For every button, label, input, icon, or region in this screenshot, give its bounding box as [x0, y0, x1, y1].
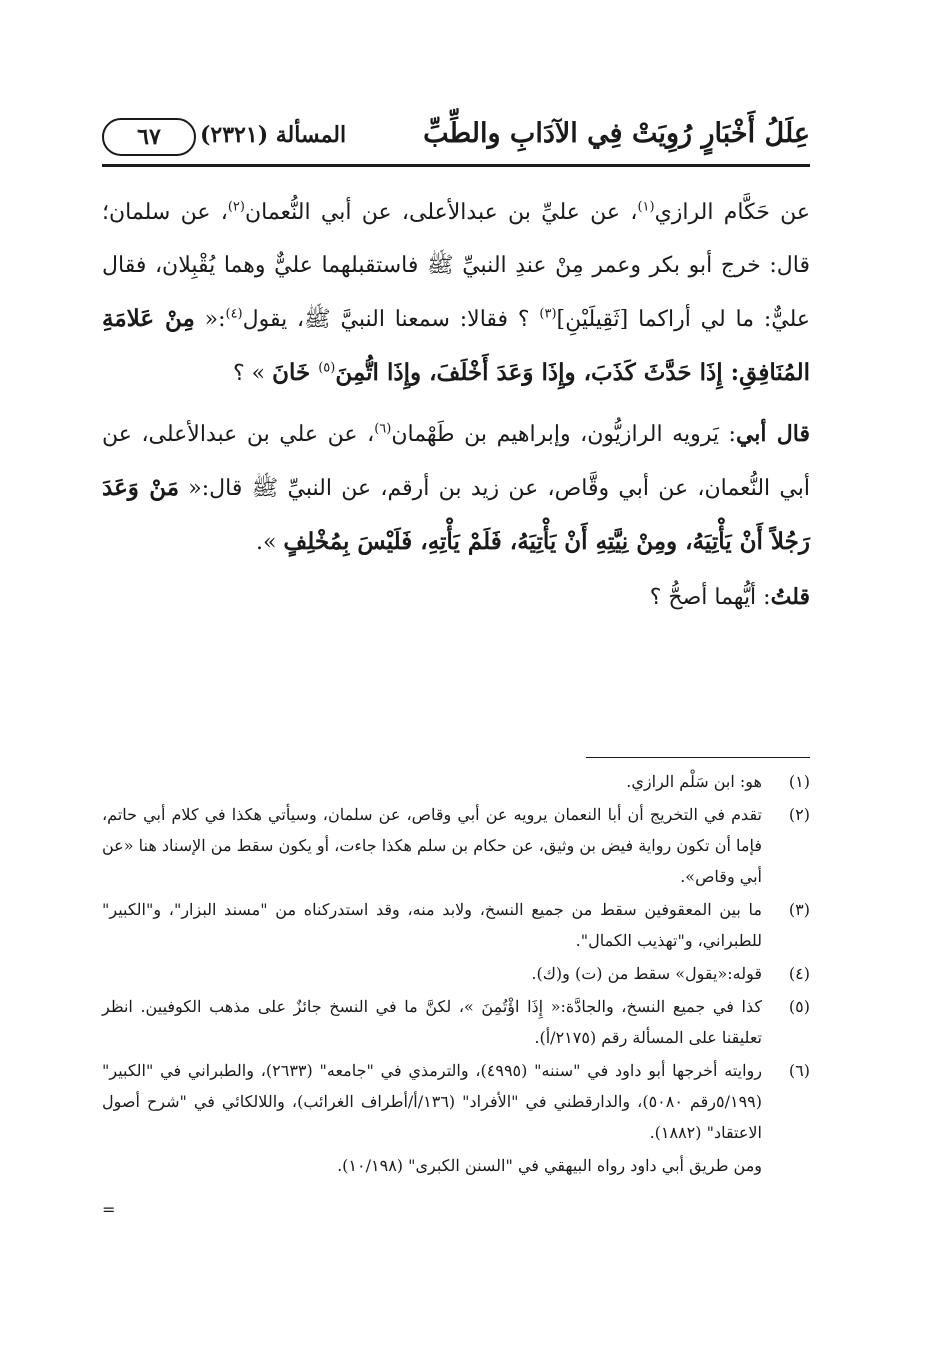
header-divider	[102, 164, 810, 167]
text-run: ».	[255, 530, 284, 555]
footnote-continuation: ومن طريق أبي داود رواه البيهقي في "السنن الكبرى" (١٠/١٩٨).	[337, 1156, 762, 1175]
footnote-ref-3[interactable]: (٣)	[539, 306, 557, 322]
footnote-ref-1[interactable]: (١)	[637, 199, 655, 215]
issue-number: المسألة (٢٣٢١)	[200, 122, 347, 148]
speaker-label: قلتُ	[770, 584, 810, 610]
hadith-text: مَنْ وَعَدَ رَجُلاً أَنْ يَأْتِيَهُ، ومِنْ نِيَّتِهِ أَنْ يَأْتِيَهُ، فَلَمْ يَأْتِهِ، فَلَيْسَ بِمُخْلِفٍ	[102, 474, 810, 555]
footnote	[102, 1055, 810, 1148]
footnote-number: (٤)	[788, 964, 810, 983]
footnote-ref-5[interactable]: (٥)	[318, 360, 336, 376]
footnote-number: (٦)	[788, 1061, 810, 1080]
main-text	[102, 186, 810, 624]
page-number: ٦٧	[102, 118, 196, 156]
footnote-text: قوله:«يقول» سقط من (ت) و(ك).	[531, 964, 762, 983]
footnote	[102, 799, 810, 892]
hadith-text: مِنْ عَلامَةِ المُنَافِقِ: إِذَا حَدَّثَ كَذَبَ، وإِذَا وَعَدَ أَخْلَفَ، وإِذَا اتُّمِنَ	[102, 305, 810, 386]
footnote-ref-6[interactable]: (٦)	[374, 421, 392, 437]
footnote-text: ما بين المعقوفين سقط من جميع النسخ، ولابد منه، وقد استدركناه من "مسند البزار"، و"الكبير" للطبراني، و"تهذيب الكمال".	[102, 900, 763, 950]
footnote	[102, 766, 810, 797]
footnote-text: كذا في جميع النسخ، والجادَّة:« إِذَا اؤْتُمِنَ »، لكنَّ ما في النسخ جائزٌ على مذهب الكوفيين. انظر تعليقنا على المسألة رقم (٢١٧٥/أ).	[102, 997, 762, 1047]
text-run: : أيُّهما أصحُّ ؟	[649, 585, 771, 610]
hadith-text: خَانَ	[272, 359, 319, 386]
text-run: ، عن عليِّ بن عبدالأعلى، عن أبي النُّعمان	[244, 200, 638, 225]
continuation-mark: =	[102, 1200, 116, 1219]
footnote-ref-2[interactable]: (٢)	[227, 199, 245, 215]
text-run: ، عن علي بن عبدالأعلى، عن أبي النُّعمان، عن أبي وقَّاص، عن زيد بن أرقم، عن النبيِّ ﷺ قال:«	[102, 422, 810, 501]
footnote-text: روايته أخرجها أبو داود في "سننه" (٤٩٩٥)، والترمذي في "جامعه" (٢٦٣٣)، والطبراني في "الكبير" (٥/١٩٩رقم ٥٠٨٠)، والدارقطني في "الأفراد" (١٣٦/أ/أطراف الغرائب)، واللالكائي في "شرح أصول الاعتقاد" (١٨٨٢).	[102, 1061, 763, 1142]
footnote-number: (٢)	[788, 805, 810, 824]
text-run: ، عن سلمان؛ قال: خرج أبو بكر وعمر مِنْ عندِ النبيِّ ﷺ فاستقبلهما عليٌّ وهما يُقْبِلان، فقال عليٌّ: ما لي أراكما [ثَقِيلَيْنِ]	[102, 200, 810, 332]
text-run: ؟ فقالا: سمعنا النبيَّ ﷺ، يقول	[242, 307, 540, 332]
footnote-divider	[586, 757, 810, 758]
footnote-number: (٥)	[788, 997, 810, 1016]
footnote-number: (١)	[788, 772, 810, 791]
footnote-number: (٣)	[788, 900, 810, 919]
text-run: : يَرويه الرازيُّون، وإبراهيم بن طَهْمان	[391, 422, 736, 447]
running-header	[102, 112, 810, 162]
footnote	[102, 991, 810, 1053]
text-run: عن حَكَّام الرازي	[654, 200, 810, 225]
paragraph-answer	[102, 408, 810, 569]
footnote-ref-4[interactable]: (٤)	[225, 306, 243, 322]
book-title: عِلَلُ أَخْبَارٍ رُوِيَتْ فِي الآدَابِ والطِّبِّ	[423, 118, 810, 149]
footnote-text: هو: ابن سَلْم الرازي.	[626, 772, 762, 791]
footnote	[102, 958, 810, 989]
text-run: » ؟	[232, 361, 273, 386]
footnote	[102, 894, 810, 956]
paragraph-question	[102, 186, 810, 400]
paragraph-remark	[102, 571, 810, 624]
text-run: :«	[194, 307, 226, 332]
footnote-text: تقدم في التخريج أن أبا النعمان يرويه عن أبي وقاص، عن سلمان، وسيأتي هكذا في كلام أبي حاتم، فإما أن تكون رواية فيض بن وثيق، عن حكام بن سلم هكذا جاءت، أو يكون سقط من الإسناد هنا «عن أبي وقاص».	[102, 805, 762, 886]
speaker-label: قال أبي	[735, 421, 810, 447]
footnotes	[102, 766, 810, 1181]
